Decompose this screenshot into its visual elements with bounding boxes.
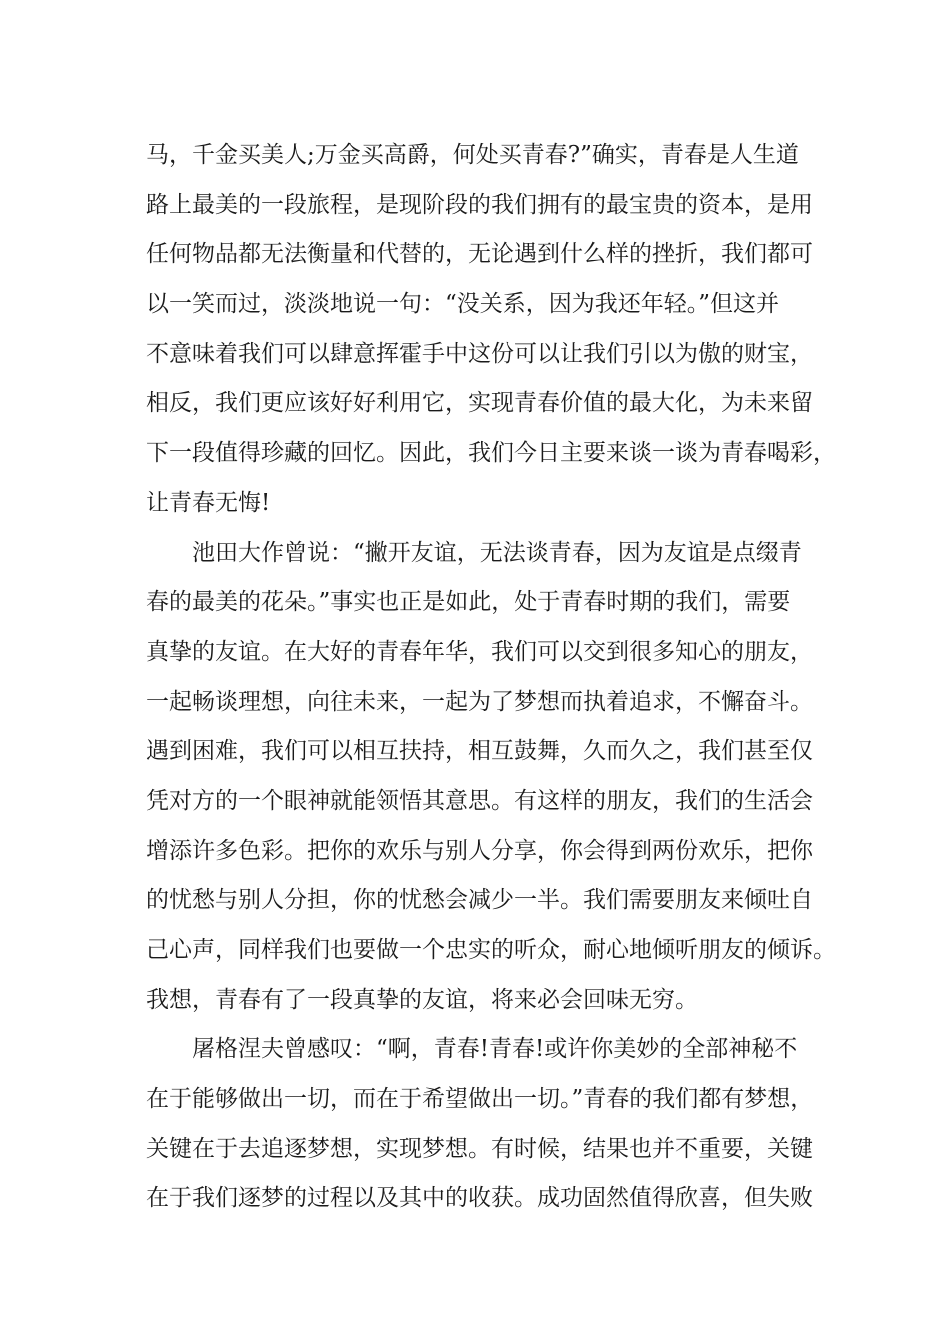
text-line: 让青春无悔! xyxy=(146,489,271,516)
text-line: 不意味着我们可以肆意挥霍手中这份可以让我们引以为傲的财宝， xyxy=(146,340,813,367)
text-line: 增添许多色彩。把你的欢乐与别人分享，你会得到两份欢乐，把你 xyxy=(146,837,813,864)
text-line: 关键在于去追逐梦想，实现梦想。有时候，结果也并不重要，关键 xyxy=(146,1135,813,1162)
text-line: 己心声，同样我们也要做一个忠实的听众，耐心地倾听朋友的倾诉。 xyxy=(146,937,836,963)
text-line: 任何物品都无法衡量和代替的，无论遇到什么样的挫折，我们都可 xyxy=(146,241,813,268)
text-line: 凭对方的一个眼神就能领悟其意思。有这样的朋友，我们的生活会 xyxy=(146,787,813,814)
text-line: 池田大作曾说：“撇开友谊，无法谈青春，因为友谊是点缀青 xyxy=(192,539,802,566)
text-line: 一起畅谈理想，向往未来，一起为了梦想而执着追求，不懈奋斗。 xyxy=(146,688,813,715)
text-line: 相反，我们更应该好好利用它，实现青春价值的最大化，为未来留 xyxy=(146,390,813,417)
text-line: 在于能够做出一切，而在于希望做出一切。”青春的我们都有梦想， xyxy=(146,1086,814,1113)
text-line: 马，千金买美人;万金买高爵，何处买青春?”确实，青春是人生道 xyxy=(146,142,799,168)
text-line: 路上最美的一段旅程，是现阶段的我们拥有的最宝贵的资本，是用 xyxy=(146,191,813,218)
document-body xyxy=(146,131,836,1224)
text-line: 我想，青春有了一段真挚的友谊，将来必会回味无穷。 xyxy=(146,986,698,1013)
text-line: 以一笑而过，淡淡地说一句：“没关系，因为我还年轻。”但这并 xyxy=(146,291,780,318)
text-line: 遇到困难，我们可以相互扶持，相互鼓舞，久而久之，我们甚至仅 xyxy=(146,738,813,765)
text-line: 屠格涅夫曾感叹：“啊，青春!青春!或许你美妙的全部神秘不 xyxy=(192,1036,798,1063)
text-line: 春的最美的花朵。”事实也正是如此，处于青春时期的我们，需要 xyxy=(146,589,791,616)
text-line: 下一段值得珍藏的回忆。因此，我们今日主要来谈一谈为青春喝彩， xyxy=(146,440,836,467)
text-line: 在于我们逐梦的过程以及其中的收获。成功固然值得欣喜，但失败 xyxy=(146,1185,813,1212)
text-line: 的忧愁与别人分担，你的忧愁会减少一半。我们需要朋友来倾吐自 xyxy=(146,887,813,914)
text-line: 真挚的友谊。在大好的青春年华，我们可以交到很多知心的朋友， xyxy=(146,638,813,665)
